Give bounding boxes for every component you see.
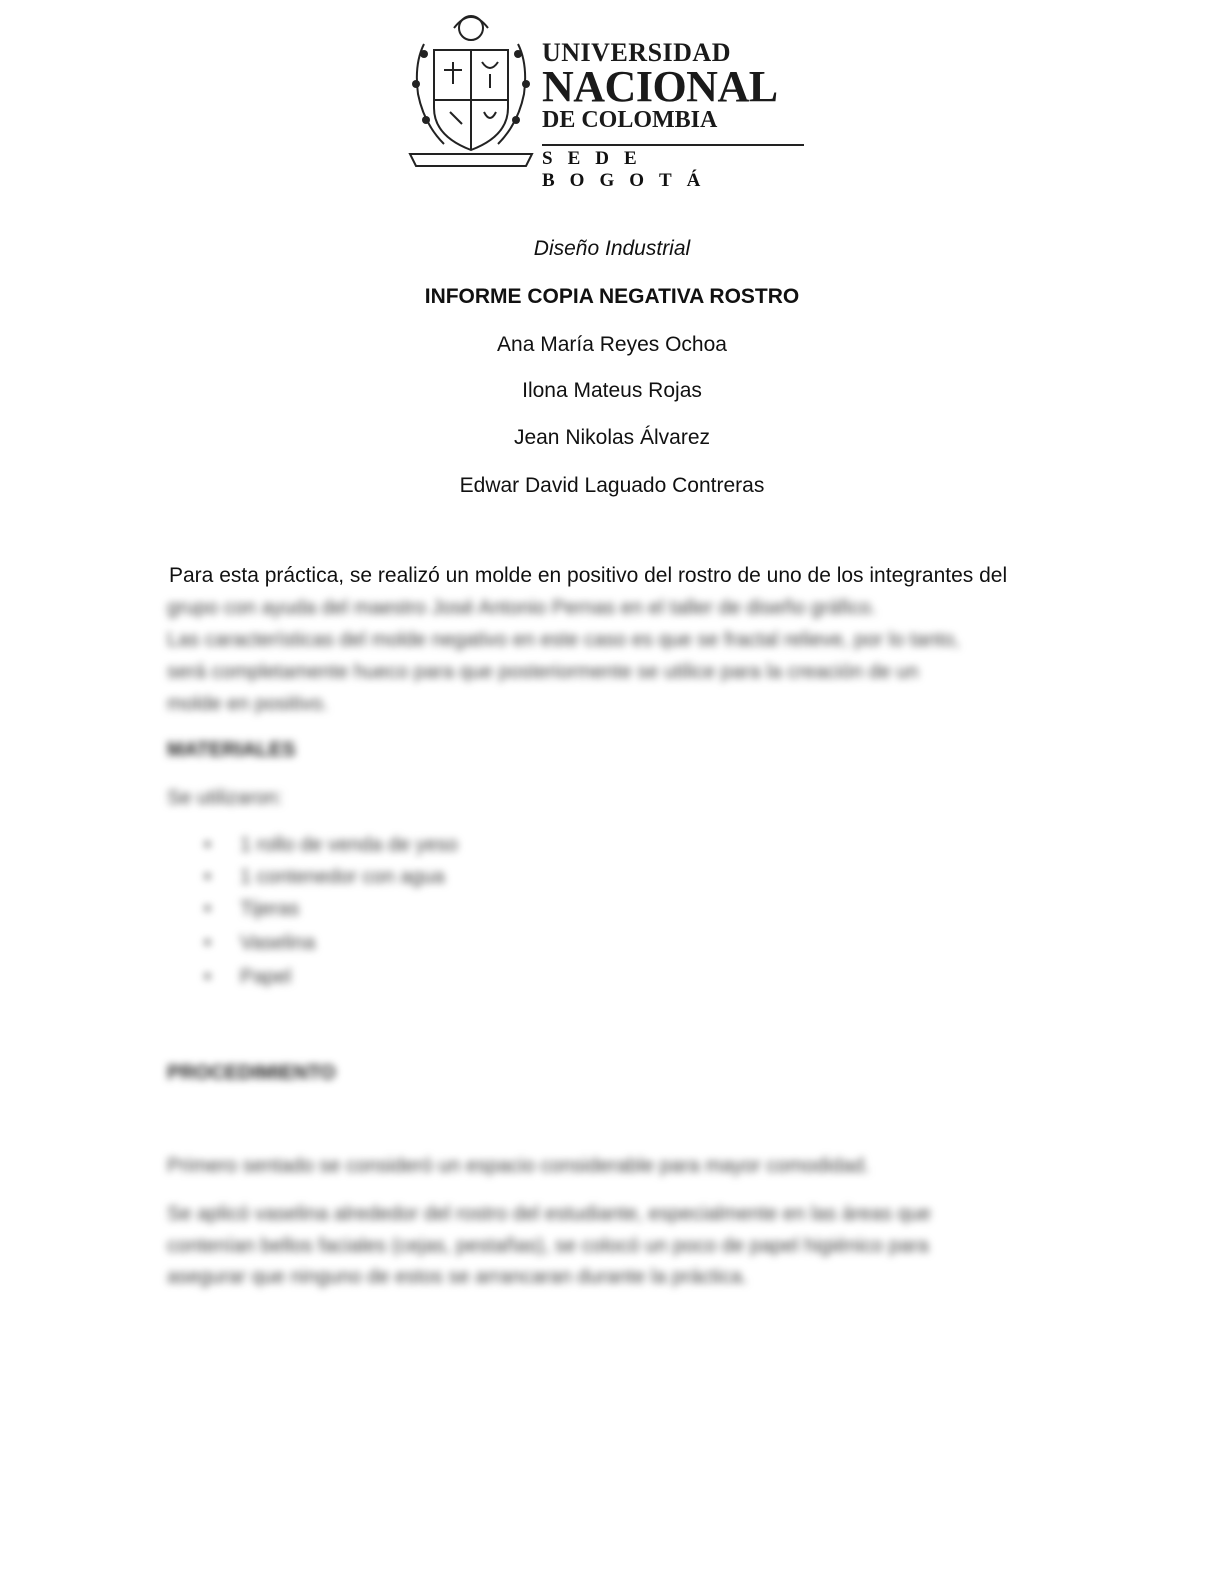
intro-paragraph-line: Las características del molde negativo en este caso es que se fractal relieve, por lo tanto,	[167, 629, 960, 651]
intro-paragraph-first-line: Para esta práctica, se realizó un molde en positivo del rostro de uno de los integrantes del	[169, 564, 1008, 587]
list-item: • Tijeras	[204, 898, 300, 920]
logo-line-universidad: UNIVERSIDAD	[542, 38, 731, 67]
list-item: • 1 rollo de venda de yeso	[204, 834, 458, 856]
program-name: Diseño Industrial	[533, 237, 691, 260]
coat-of-arms-icon	[404, 4, 538, 170]
procedure-paragraph-line: asegurar que ninguno de estos se arrancaran durante la práctica.	[167, 1266, 748, 1288]
author-name: Ilona Mateus Rojas	[522, 379, 702, 402]
logo-line-nacional: NACIONAL	[542, 62, 778, 111]
intro-paragraph-line: será completamente hueco para que posteriormente se utilice para la creación de un	[167, 661, 919, 683]
report-title: INFORME COPIA NEGATIVA ROSTRO	[424, 285, 800, 308]
author-name: Ana María Reyes Ochoa	[497, 333, 727, 356]
logo-divider	[542, 144, 804, 146]
list-item: • Papel	[204, 966, 292, 988]
procedure-heading: PROCEDIMIENTO	[167, 1062, 336, 1084]
list-item: • Vaselina	[204, 932, 316, 954]
materials-heading: MATERIALES	[167, 739, 296, 761]
materials-intro: Se utilizaron:	[167, 787, 283, 809]
author-name: Jean Nikolas Álvarez	[513, 426, 711, 449]
procedure-paragraph-line: Se aplicó vaselina alrededor del rostro del estudiante, especialmente en las áreas que	[167, 1203, 931, 1225]
university-logo	[404, 4, 808, 191]
procedure-paragraph: Primero sentado se consideró un espacio considerable para mayor comodidad.	[167, 1155, 870, 1177]
procedure-paragraph-line: contenían bellos faciales (cejas, pestañas), se colocó un poco de papel higiénico para	[167, 1235, 929, 1257]
logo-line-de-colombia: DE COLOMBIA	[542, 107, 718, 133]
intro-paragraph-line: grupo con ayuda del maestro José Antonio Pernas en el taller de diseño gráfico.	[167, 597, 877, 619]
intro-paragraph-line: molde en positivo.	[167, 693, 329, 715]
logo-line-sede: SEDE BOGOTÁ	[542, 148, 716, 191]
list-item: • 1 contenedor con agua	[204, 866, 445, 888]
logo-wordmark	[542, 40, 808, 132]
author-name: Edwar David Laguado Contreras	[459, 474, 765, 497]
